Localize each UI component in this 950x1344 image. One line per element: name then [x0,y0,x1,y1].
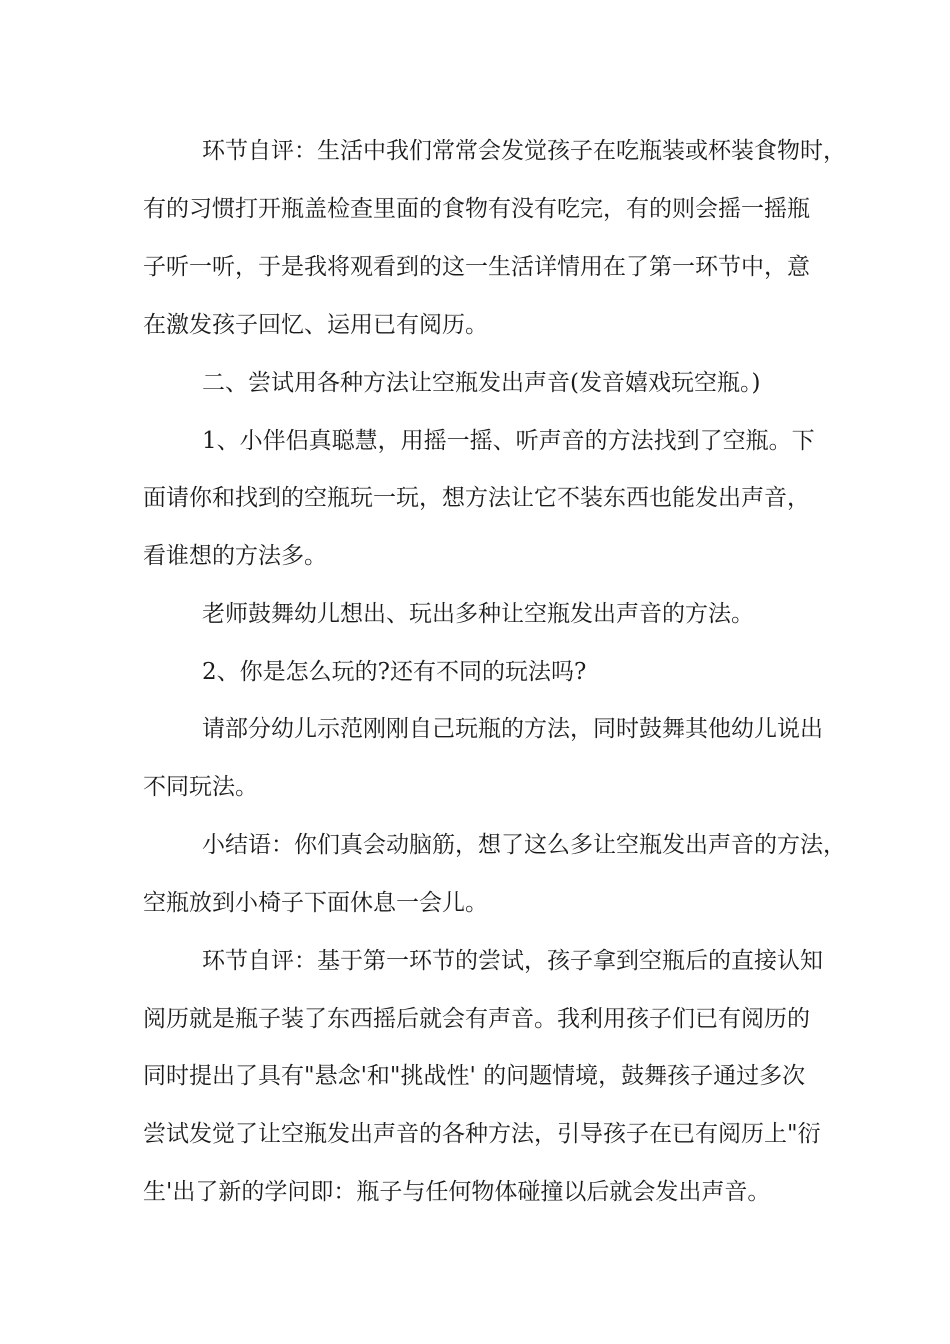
text-line: 请部分幼儿示范刚刚自己玩瓶的方法，同时鼓舞其他幼儿说出 [202,716,823,742]
text-line: 空瓶放到小椅子下面休息一会儿。 [143,890,488,916]
text-line: 1、小伴侣真聪慧，用摇一摇、听声音的方法找到了空瓶。下 [202,428,815,454]
text-line: 阅历就是瓶子装了东西摇后就会有声音。我利用孩子们已有阅历的 [143,1006,810,1032]
text-line: 2、你是怎么玩的?还有不同的玩法吗? [202,659,587,685]
text-line: 环节自评：基于第一环节的尝试，孩子拿到空瓶后的直接认知 [202,948,823,974]
text-line: 尝试发觉了让空瓶发出声音的各种方法，引导孩子在已有阅历上"衍 [143,1121,821,1147]
text-line: 有的习惯打开瓶盖检查里面的食物有没有吃完，有的则会摇一摇瓶 [143,196,810,222]
text-line: 子听一听，于是我将观看到的这一生活详情用在了第一环节中，意 [143,254,810,280]
text-line: 在激发孩子回忆、运用已有阅历。 [143,312,488,338]
text-line: 环节自评：生活中我们常常会发觉孩子在吃瓶装或杯装食物时， [202,138,846,164]
text-line: 不同玩法。 [143,774,258,800]
text-line: 小结语：你们真会动脑筋，想了这么多让空瓶发出声音的方法， [202,832,846,858]
text-line: 老师鼓舞幼儿想出、玩出多种让空瓶发出声音的方法。 [202,601,754,627]
text-line: 看谁想的方法多。 [143,543,327,569]
text-line: 面请你和找到的空瓶玩一玩，想方法让它不装东西也能发出声音， [143,485,810,511]
text-line: 生'出了新的学问即：瓶子与任何物体碰撞以后就会发出声音。 [143,1179,771,1205]
text-line: 二、尝试用各种方法让空瓶发出声音(发音嬉戏玩空瓶。) [202,370,761,396]
text-line: 同时提出了具有"悬念'和"挑战性' 的问题情境，鼓舞孩子通过多次 [143,1063,806,1089]
